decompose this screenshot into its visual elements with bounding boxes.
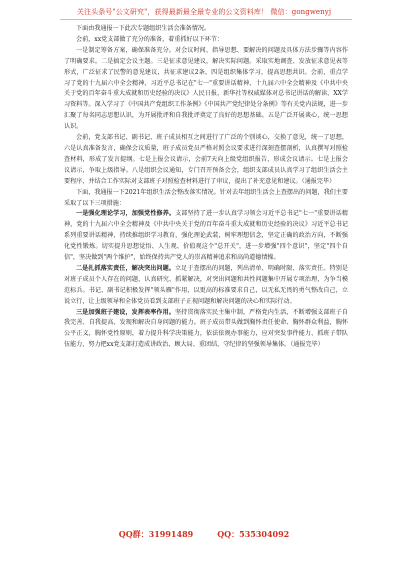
measure-2-heading: 二是扎抓落实责任，解决突出问题。	[76, 264, 175, 272]
footer-qq: QQ：535304092	[217, 529, 290, 539]
paragraph-measure-3	[64, 308, 348, 352]
header-banner: 关注头条号"公文研究"，获得最新最全最专业的公文资料库！ 微信：gongwenyj	[76, 8, 332, 16]
measure-1-heading: 一是强化理论学习，加强党性修养。	[76, 210, 176, 218]
paragraph-preparation-lead: 会前，xx党支部做了充分的准备，着重抓好以下环节：	[76, 35, 224, 43]
paragraph-pre-meeting: 会前，党支部书记、副书记、班子成员相互之间进行了广泛的个别谈心，交换了意见，统一了思想，六是认真准备发言，确保会议质量，班子成员党员严格对照会议要求进行深刻查摆剖析，认真撰写对照检查材料，形成了发言提纲。七是上报会议请示，会前7天向上级党组织报告，形成会议请示。七是上报会议请示，争取上级指导。八是组织会议通知，专门召开预备会会，组织支部成员认真学习了组织生活会主要程序，并结合工作实际对支部班子对照检查材料进行了审议，提出了补充意见和建议。（通报完毕）	[64, 134, 348, 185]
paragraph-measure-1	[64, 209, 348, 264]
footer-qq-group: QQ群：31991489	[118, 529, 194, 539]
measure-1-text: 支部坚持了进一步认真学习领会习近平总书记"七一"重要讲话精神，党的十九届六中全会精神及《中共中央关于党的百年奋斗重大成就和历史经验的决议》习近平总书记系列重要讲话精神，持续推组织学习教育，强化理论武装，树牢理想信念，坚定正确的政治方向，不断强化党性锻炼。切实提升思想觉悟、人生观、价值观这个"总开关"，进一步增强"四个意识"，坚定"四个自信"，坚决做到"两个维护"，始终保持共产党人的崇高精神追求和高尚道德情操。	[64, 210, 349, 262]
footer-contact	[0, 529, 408, 540]
header-divider	[60, 19, 352, 20]
measure-3-text: 坚持贯彻落实民主集中制，严格党内生活，不断增强支部班子自我完善、自我提高、发现和解决自身问题的能力。班子成员带头做到胸怀责任使命、胸怀群众利益，胸怀公平正义，胸怀党性原则，着力提升科学决策能力，依法依规办事能力，应对突发事件能力、抓班子带队伍能力，努力把xx党支部打造成讲政治、顾大局、重团结、守纪律的坚强领导集体。（通报完毕）	[64, 308, 349, 349]
paragraph-intro: 下面由我通报一下此次专题组织生活会准备情况。	[76, 25, 211, 32]
measure-3-heading: 三是加强班子建设，发挥表率作用。	[76, 308, 175, 316]
measure-2-text: 立足于查摆出的问题，列出清单、明确时限、落实责任。特别是对班子成员个人存在的问题，认真研究、抓紧解决，对突出问题和共性问题集中开展专项治理，为争当模范标兵。书记、副书记积极发挥"领头雁"作用，以更高的标准要求自己，以无私无畏的勇气整改自己，立说立行，让上级领导和全体党员看到支部班子正视问题和解决问题的决心和实际行动。	[64, 264, 349, 305]
document-body	[64, 24, 348, 351]
paragraph-measure-2	[64, 264, 348, 308]
paragraph-preparation-steps: 一是制定筹备方案，确保准备充分。对会议时间、指导思想、要解决的问题及具体方法步骤等内容作了明确要求。二是搞定会议主题。三是征求意见建议，解决实际问题。采取实地调查、发放征求意见表等形式，广泛征求了民警的意见建议，共征求建议2条，四是组织集体学习，提高思想共识。会前，重点学习了党的十九届六中全会精神、习近平总书记在"七一"重要讲话精神、十九届六中全会精神及《中共中央关于党的百年奋斗重大成就和历史经验的决议》人民日报、新华社等权威媒体对总书记讲话的解读、XX学习资料等。深入学习了《中国共产党组织工作条例》《中国共产党纪律处分条例》等有关党内法规，进一步汇聚了每名同志思想认识，为开展批评和自我批评奠定了良好的思想基础。五是广泛开展谈心，统一思想认识。	[64, 46, 348, 131]
paragraph-rectification-lead: 下面，我通报一下2021年组织生活会整改落实情况。针对去年组织生活会上查摆出的问题，我们主要采取了以下三项措施：	[64, 188, 348, 207]
